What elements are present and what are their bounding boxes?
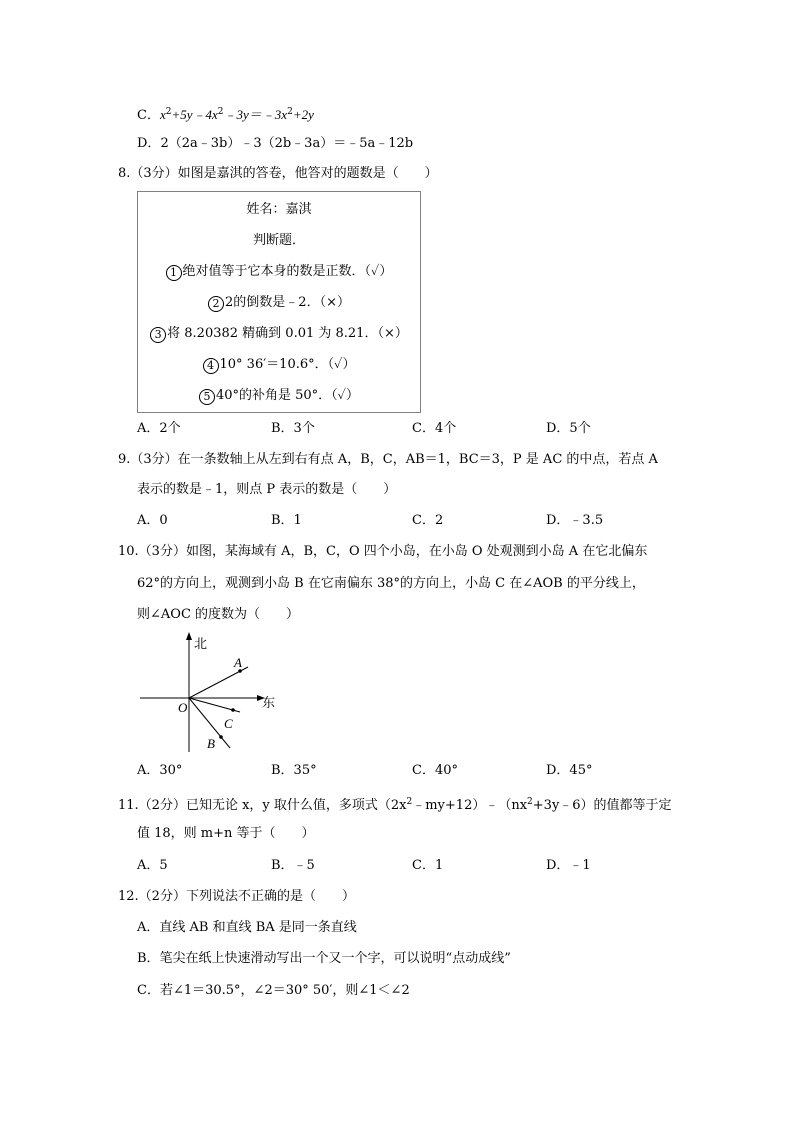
q12-option-c: C．若∠1＝30.5°，∠2＝30° 50′，则∠1＜∠2: [137, 983, 410, 998]
q11-option-a: A．5: [137, 858, 168, 873]
circled-number: 1: [166, 265, 182, 281]
q9-stem-line2: 表示的数是﹣1，则点 P 表示的数是（ ）: [137, 482, 397, 497]
q9-option-b: B．1: [271, 513, 302, 528]
q10-option-c: C．40°: [412, 763, 458, 778]
north-label: 北: [194, 636, 208, 651]
q11-stem-line2: 值 18，则 m+n 等于（ ）: [137, 826, 315, 841]
q8-option-a: A．2个: [137, 421, 181, 436]
circled-number: 4: [203, 358, 219, 374]
q10-stem-line1: 10.（3分）如图，某海域有 A，B，C，O 四个小岛，在小岛 O 处观测到小岛 A 在它北偏东: [118, 544, 648, 559]
circled-number: 2: [208, 296, 224, 312]
q7-option-c: C．$x^2+5y﹣4x^2﹣3y=﹣3x^2+2y$: [137, 107, 314, 123]
q12-stem: 12.（2分）下列说法不正确的是（ ）: [118, 889, 355, 904]
q10-option-d: D．45°: [546, 763, 593, 778]
answer-item-2: 2 2的倒数是﹣2．（×）: [138, 294, 420, 312]
answer-card: [137, 191, 421, 413]
q9-option-c: C．2: [412, 513, 444, 528]
q10-option-b: B．35°: [271, 763, 317, 778]
answer-item-1: 1 绝对值等于它本身的数是正数．（✓）: [138, 263, 420, 281]
q8-option-d: D．5个: [546, 421, 591, 436]
answer-item-4: 4 10° 36′＝10.6°．（✓）: [138, 356, 420, 374]
q9-option-a: A．0: [137, 513, 168, 528]
q11-option-d: D．﹣1: [546, 858, 591, 873]
q10-option-a: A．30°: [137, 763, 183, 778]
q8-stem: 8.（3分）如图是嘉淇的答卷，他答对的题数是（ ）: [118, 166, 438, 181]
point-a-label: A: [234, 655, 242, 670]
q8-option-c: C．4个: [412, 421, 457, 436]
q10-stem-line3: 则∠AOC 的度数为（ ）: [137, 607, 300, 622]
point-b-label: B: [207, 736, 215, 751]
q11-option-b: B．﹣5: [271, 858, 315, 873]
q12-option-b: B．笔尖在纸上快速滑动写出一个又一个字，可以说明“点动成线”: [137, 951, 511, 966]
answer-item-5: 5 40°的补角是 50°．（✓）: [138, 387, 420, 405]
q12-option-a: A．直线 AB 和直线 BA 是同一条直线: [137, 920, 357, 935]
q8-option-b: B．3个: [271, 421, 315, 436]
circled-number: 5: [199, 389, 215, 405]
circled-number: 3: [150, 327, 166, 343]
point-o-label: O: [178, 700, 188, 715]
answer-item-3: 3 将 8.20382 精确到 0.01 为 8.21．（×）: [138, 325, 420, 343]
east-label: 东: [262, 695, 276, 710]
q11-option-c: C．1: [412, 858, 444, 873]
q10-stem-line2: 62°的方向上，观测到小岛 B 在它南偏东 38°的方向上，小岛 C 在∠AOB 的平分线上，: [137, 576, 645, 591]
answer-card-section: 判断题．: [252, 233, 305, 248]
q9-stem-line1: 9.（3分）在一条数轴上从左到右有点 A，B，C，AB＝1，BC＝3，P 是 AC 的中点，若点 A: [118, 452, 658, 467]
answer-card-name: 姓名：嘉淇: [246, 202, 312, 217]
q7-option-d: D．2（2a﹣3b）﹣3（2b﹣3a）＝﹣5a﹣12b: [137, 136, 414, 151]
q11-stem-line1: 11.（2分）已知无论 x，y 取什么值，多项式$(2x^2﹣my+12)﹣(nx^2+3y﹣6)$的值都等于定: [118, 797, 672, 813]
q9-option-d: D．﹣3.5: [546, 513, 604, 528]
point-c-label: C: [224, 716, 233, 731]
compass-figure: [130, 630, 290, 755]
